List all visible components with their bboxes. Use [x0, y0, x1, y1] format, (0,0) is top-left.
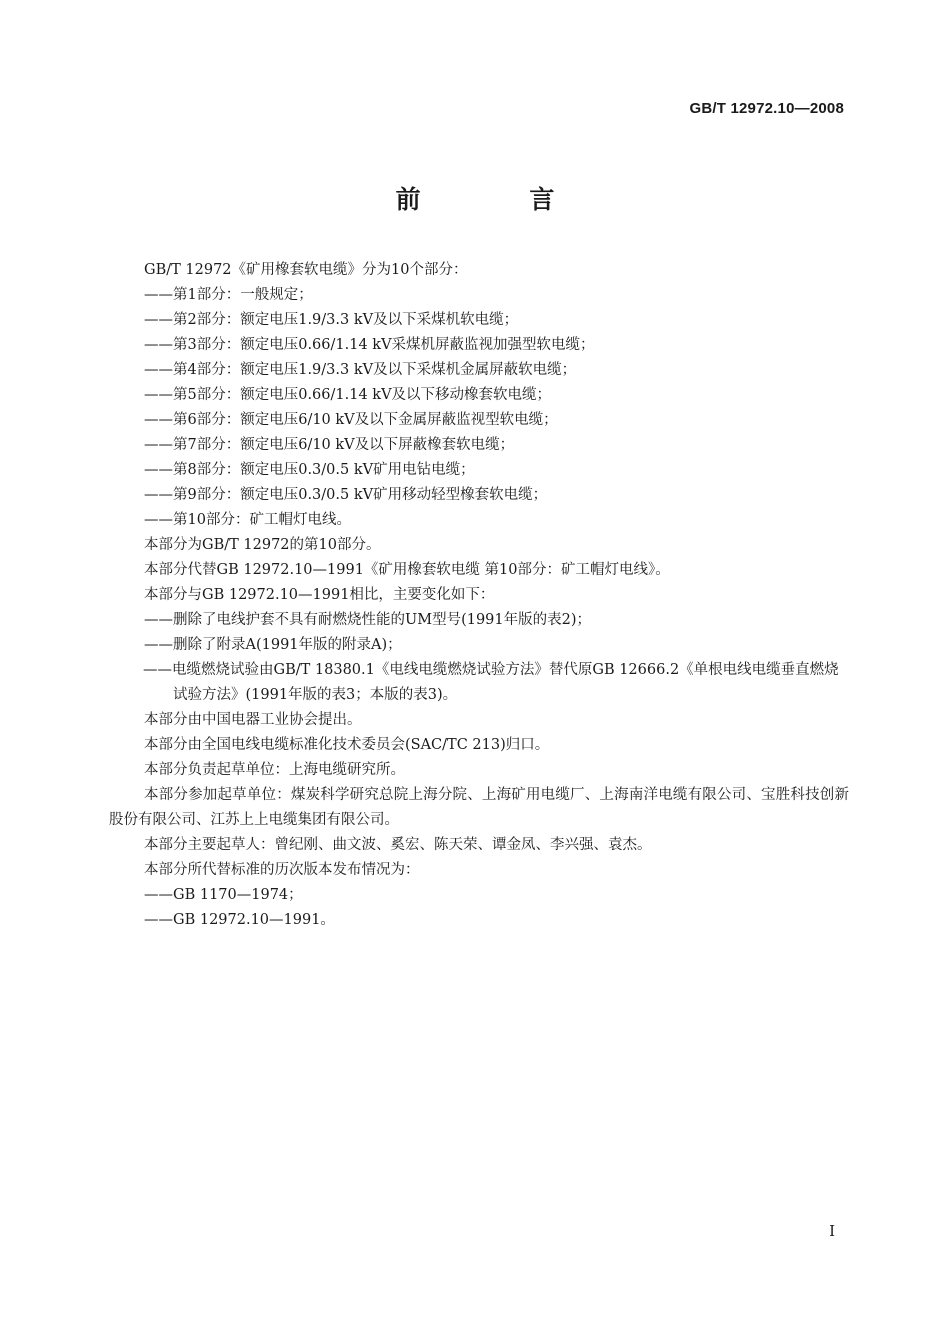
replaces-statement: 本部分代替GB 12972.10—1991《矿用橡套软电缆 第10部分：矿工帽灯电线》。: [144, 562, 670, 578]
list-item: ——第2部分：额定电压1.9/3.3 kV及以下采煤机软电缆；: [144, 312, 519, 328]
list-item: ——第8部分：额定电压0.3/0.5 kV矿用电钻电缆；: [144, 462, 475, 478]
proposed-by: 本部分由中国电器工业协会提出。: [144, 712, 362, 728]
list-item: ——第4部分：额定电压1.9/3.3 kV及以下采煤机金属屏蔽软电缆；: [144, 362, 577, 378]
history-list: [109, 883, 849, 933]
standard-code: GB/T 12972.10—2008: [689, 100, 844, 117]
managed-by: 本部分由全国电线电缆标准化技术委员会(SAC/TC 213)归口。: [144, 737, 550, 753]
list-item: ——第3部分：额定电压0.66/1.14 kV采煤机屏蔽监视加强型软电缆；: [144, 337, 595, 353]
list-item: ——GB 12972.10—1991。: [144, 912, 335, 928]
list-item: ——GB 1170—1974；: [144, 887, 303, 903]
page-number: I: [829, 1222, 835, 1240]
list-item: ——第1部分：一般规定；: [144, 287, 313, 303]
part-statement: 本部分为GB/T 12972的第10部分。: [144, 537, 381, 553]
changes-list: [109, 608, 849, 708]
list-item: ——第9部分：额定电压0.3/0.5 kV矿用移动轻型橡套软电缆；: [144, 487, 548, 503]
list-item: ——删除了电线护套不具有耐燃烧性能的UM型号(1991年版的表2)；: [144, 612, 592, 628]
list-item: ——删除了附录A(1991年版的附录A)；: [144, 637, 402, 653]
list-item: ——第7部分：额定电压6/10 kV及以下屏蔽橡套软电缆；: [144, 437, 515, 453]
history-intro: 本部分所代替标准的历次版本发布情况为：: [144, 862, 420, 878]
list-item: ——第6部分：额定电压6/10 kV及以下金属屏蔽监视型软电缆；: [144, 412, 558, 428]
drafting-unit: 本部分负责起草单位：上海电缆研究所。: [144, 762, 405, 778]
foreword-body: [109, 258, 849, 933]
page-title: 前 言: [395, 185, 605, 214]
drafters: 本部分主要起草人：曾纪刚、曲文波、奚宏、陈天荣、谭金凤、李兴强、袁杰。: [144, 837, 652, 853]
list-item: ——第10部分：矿工帽灯电线。: [144, 512, 351, 528]
participating-units: 本部分参加起草单位：煤炭科学研究总院上海分院、上海矿用电缆厂、上海南洋电缆有限公司、宝胜科技创新股份有限公司、江苏上上电缆集团有限公司。: [109, 787, 849, 828]
intro-paragraph: GB/T 12972《矿用橡套软电缆》分为10个部分：: [144, 262, 468, 278]
parts-list: [109, 283, 849, 533]
list-item: ——电缆燃烧试验由GB/T 18380.1《电线电缆燃烧试验方法》替代原GB 12666.2《单根电线电缆垂直燃烧试验方法》(1991年版的表3；本版的表3)。: [143, 662, 839, 703]
changes-intro: 本部分与GB 12972.10—1991相比，主要变化如下：: [144, 587, 495, 603]
list-item: ——第5部分：额定电压0.66/1.14 kV及以下移动橡套软电缆；: [144, 387, 552, 403]
